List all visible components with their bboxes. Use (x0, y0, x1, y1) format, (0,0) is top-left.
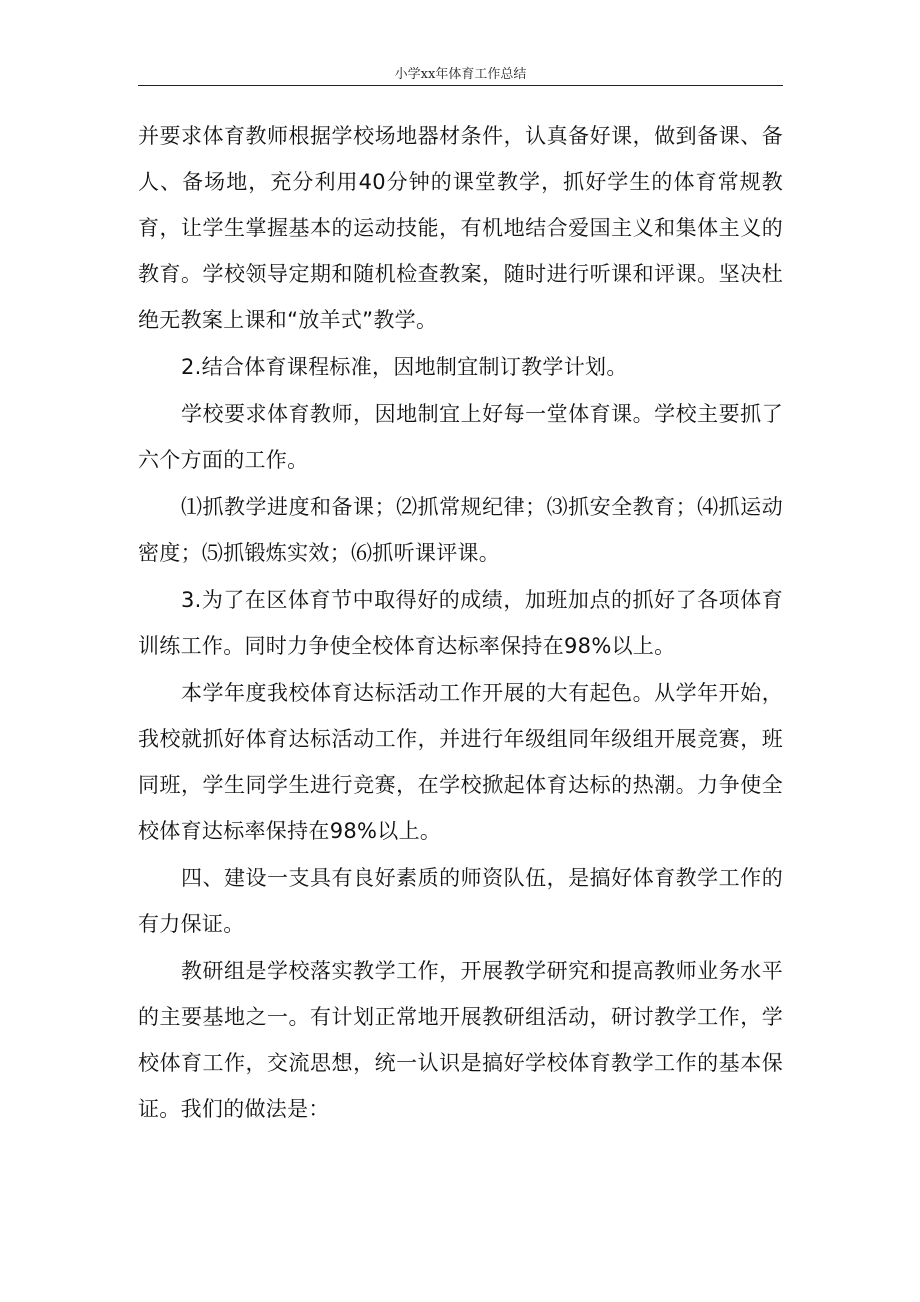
section-heading: 四、建设一支具有良好素质的师资队伍，是搞好体育教学工作的有力保证。 (138, 866, 783, 936)
header-divider (138, 85, 783, 86)
paragraph: 并要求体育教师根据学校场地器材条件，认真备好课，做到备课、备人、备场地，充分利用40分钟的课堂教学，抓好学生的体育常规教育，让学生掌握基本的运动技能，有机地结合爱国主义和集体主义的教育。学校领导定期和随机检查教案，随时进行听课和评课。坚决杜绝无教案上课和“放羊式”教学。 (138, 124, 783, 332)
paragraph: 本学年度我校体育达标活动工作开展的大有起色。从学年开始，我校就抓好体育达标活动工作，并进行年级组同年级组开展竞赛，班同班，学生同学生进行竞赛，在学校掀起体育达标的热潮。力争使全校体育达标率保持在98%以上。 (138, 681, 783, 843)
paragraph: ⑴抓教学进度和备课；⑵抓常规纪律；⑶抓安全教育；⑷抓运动密度；⑸抓锻炼实效；⑹抓听课评课。 (138, 495, 783, 565)
paragraph: 3.为了在区体育节中取得好的成绩，加班加点的抓好了各项体育训练工作。同时力争使全校体育达标率保持在98%以上。 (138, 588, 783, 658)
paragraph: 2.结合体育课程标准，因地制宜制订教学计划。 (181, 355, 628, 379)
paragraph: 教研组是学校落实教学工作，开展教学研究和提高教师业务水平的主要基地之一。有计划正常地开展教研组活动，研讨教学工作，学校体育工作，交流思想，统一认识是搞好学校体育教学工作的基本保证。我们的做法是： (138, 959, 783, 1121)
document-body (138, 113, 783, 1133)
paragraph: 学校要求体育教师，因地制宜上好每一堂体育课。学校主要抓了六个方面的工作。 (138, 402, 783, 472)
page-header: 小学xx年体育工作总结 (394, 67, 527, 82)
